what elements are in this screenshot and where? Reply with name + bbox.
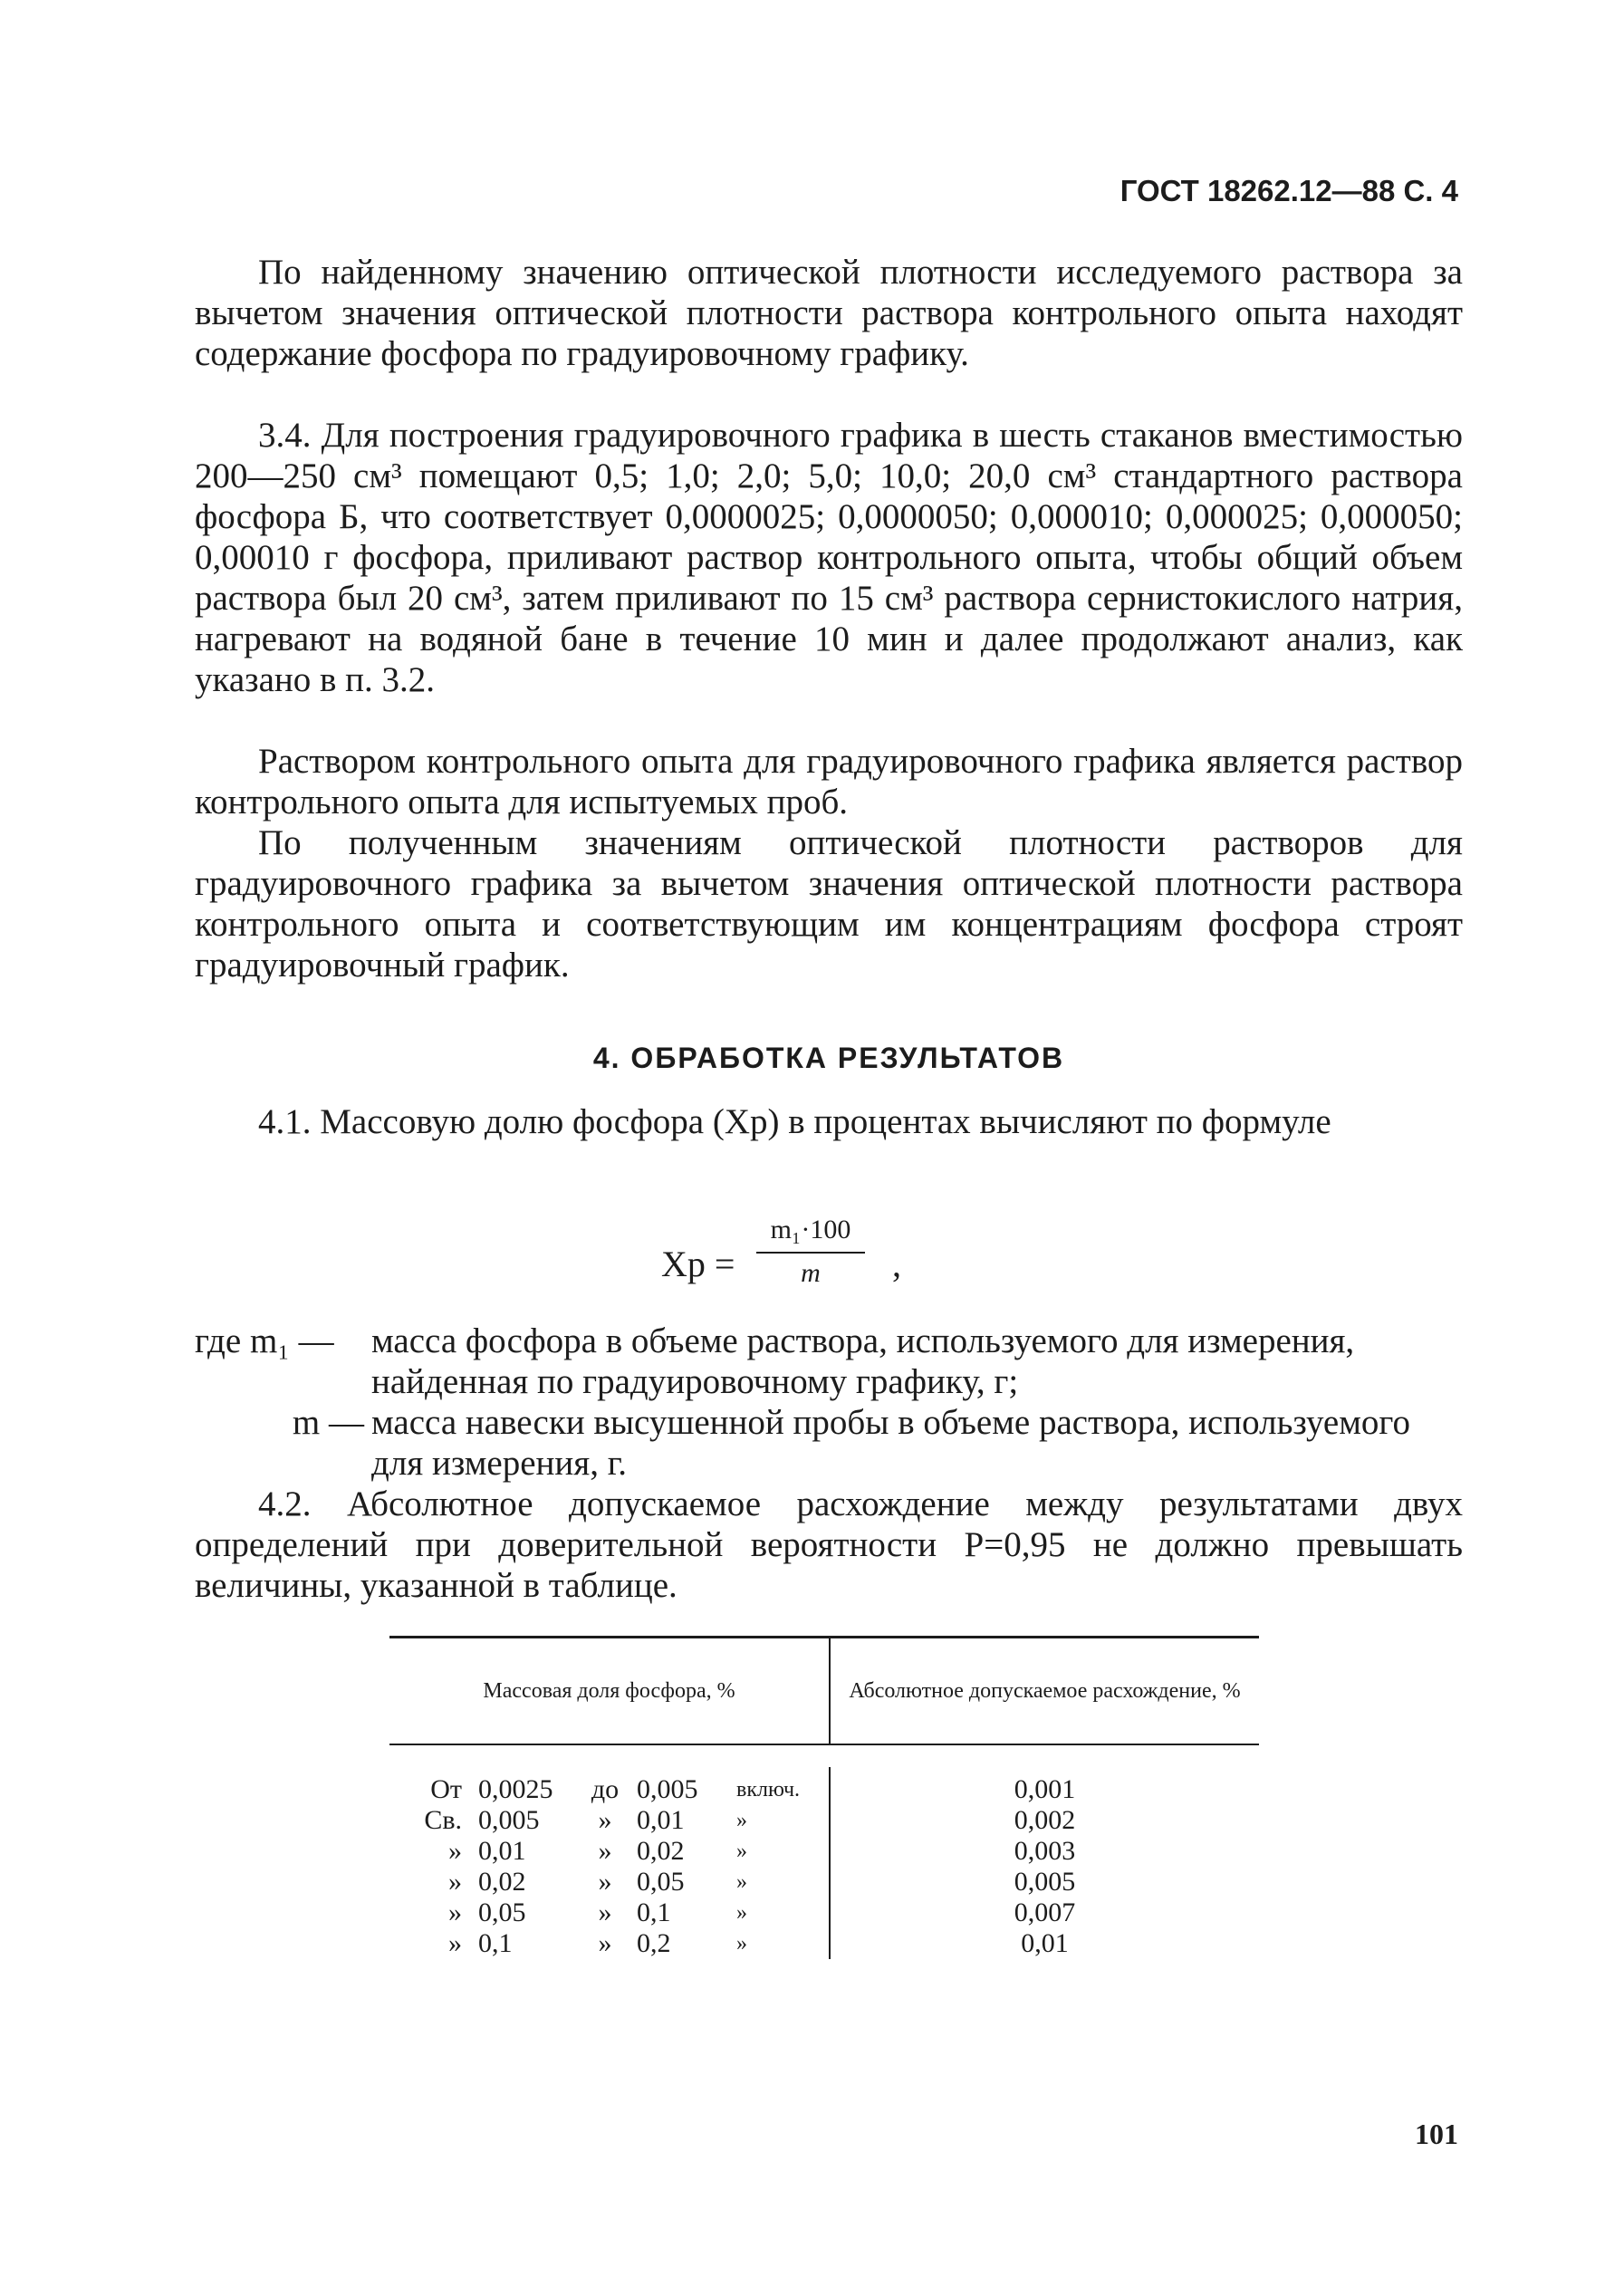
range-prefix: »	[448, 1867, 462, 1897]
range-suffix: »	[736, 1901, 747, 1925]
range-suffix: »	[736, 1932, 747, 1955]
section-title: 4. ОБРАБОТКА РЕЗУЛЬТАТОВ	[592, 1042, 1065, 1074]
range-sep: »	[598, 1867, 612, 1897]
paragraph-control-solution: Раствором контрольного опыта для градуировочного графика является раствор контрольного опыта для испытуемых проб.	[195, 742, 1463, 821]
range-from: 0,0025	[478, 1774, 553, 1804]
tolerance-table	[389, 1636, 1259, 1959]
range-to: 0,005	[637, 1774, 698, 1804]
range-from: 0,1	[478, 1928, 513, 1958]
range-prefix: Св.	[424, 1805, 462, 1835]
page-header: ГОСТ 18262.12—88 С. 4	[1120, 174, 1458, 207]
table-row	[389, 1774, 829, 1805]
tolerance-value: 0,003	[1014, 1836, 1076, 1866]
range-suffix: »	[736, 1870, 747, 1894]
formula	[661, 1212, 1005, 1311]
definition-row	[195, 1402, 1463, 1484]
tolerance-value: 0,005	[1014, 1867, 1076, 1897]
range-sep: до	[591, 1774, 620, 1804]
range-sep: »	[598, 1805, 612, 1835]
definition-text: масса навески высушенной пробы в объеме раствора, используемого для измерения, г.	[371, 1403, 1410, 1483]
table-row	[389, 1836, 829, 1867]
fraction-bar	[756, 1252, 865, 1254]
range-sep: »	[598, 1898, 612, 1927]
range-from: 0,05	[478, 1898, 526, 1927]
table-col-tolerance	[831, 1767, 1259, 1959]
table-row	[389, 1898, 829, 1928]
range-from: 0,01	[478, 1836, 526, 1866]
paragraph-1: По найденному значению оптической плотности исследуемого раствора за вычетом значения оптической плотности раствора контрольного опыта находят содержание фосфора по градуировочному графику.	[195, 253, 1463, 373]
tolerance-value: 0,002	[1014, 1805, 1076, 1835]
tolerance-value: 0,01	[1021, 1928, 1069, 1958]
range-suffix: »	[736, 1840, 747, 1863]
definition-row	[195, 1321, 1463, 1402]
range-to: 0,05	[637, 1867, 685, 1897]
range-to: 0,02	[637, 1836, 685, 1866]
definition-text: масса фосфора в объеме раствора, используемого для измерения, найденная по градуировочному графику, г;	[371, 1321, 1355, 1401]
tolerance-value: 0,007	[1014, 1898, 1076, 1927]
range-to: 0,2	[637, 1928, 671, 1958]
paragraph-calibration: По полученным значениям оптической плотности растворов для градуировочного графика за вычетом значения оптической плотности раствора контрольного опыта и соответствующим им концентрациям фосфора строят градуировочный график.	[195, 823, 1463, 985]
paragraph-4-1: 4.1. Массовую долю фосфора (Xр) в процентах вычисляют по формуле	[258, 1102, 1331, 1141]
range-suffix: включ.	[736, 1778, 801, 1801]
formula-fraction	[756, 1212, 865, 1292]
range-prefix: От	[430, 1774, 462, 1804]
range-from: 0,005	[478, 1805, 540, 1835]
table-row	[389, 1928, 829, 1959]
table-row	[389, 1867, 829, 1898]
table-row	[389, 1805, 829, 1836]
range-to: 0,01	[637, 1805, 685, 1835]
range-sep: »	[598, 1836, 612, 1866]
table-header-tolerance: Абсолютное допускаемое расхождение, %	[849, 1679, 1241, 1703]
formula-comma: ,	[892, 1244, 901, 1284]
formula-lhs: Xр =	[661, 1244, 735, 1284]
range-suffix: »	[736, 1809, 747, 1832]
range-prefix: »	[448, 1836, 462, 1866]
range-to: 0,1	[637, 1898, 671, 1927]
paragraph-4-2: 4.2. Абсолютное допускаемое расхождение между результатами двух определений при доверительной вероятности P=0,95 не должно превышать величины, указанной в таблице.	[195, 1484, 1463, 1605]
range-sep: »	[598, 1928, 612, 1958]
table-body	[389, 1745, 1259, 1959]
formula-denominator: m	[801, 1258, 821, 1288]
definitions	[195, 1321, 1463, 1484]
paragraph-3-4: 3.4. Для построения градуировочного графика в шесть стаканов вместимостью 200—250 см³ помещают 0,5; 1,0; 2,0; 5,0; 10,0; 20,0 см³ стандартного раствора фосфора Б, что соответствует 0,0000025; 0,0000050; 0,000010; 0,000025; 0,000050; 0,00010 г фосфора, приливают раствор контрольного опыта, чтобы общий объем раствора был 20 см³, затем приливают по 15 см³ раствора сернистокислого натрия, нагревают на водяной бане в течение 10 мин и далее продолжают анализ, как указано в п. 3.2.	[195, 416, 1463, 699]
table-header	[389, 1638, 1259, 1745]
definition-term: m —	[292, 1403, 364, 1442]
definition-term: где m₁ —	[195, 1321, 334, 1360]
table-col-ranges	[389, 1767, 831, 1959]
range-prefix: »	[448, 1928, 462, 1958]
formula-numerator: m₁·100	[770, 1215, 851, 1244]
tolerance-value: 0,001	[1014, 1774, 1076, 1804]
range-prefix: »	[448, 1898, 462, 1927]
table-header-mass-fraction: Массовая доля фосфора, %	[389, 1638, 831, 1744]
range-from: 0,02	[478, 1867, 526, 1897]
page-number: 101	[1415, 2118, 1458, 2150]
